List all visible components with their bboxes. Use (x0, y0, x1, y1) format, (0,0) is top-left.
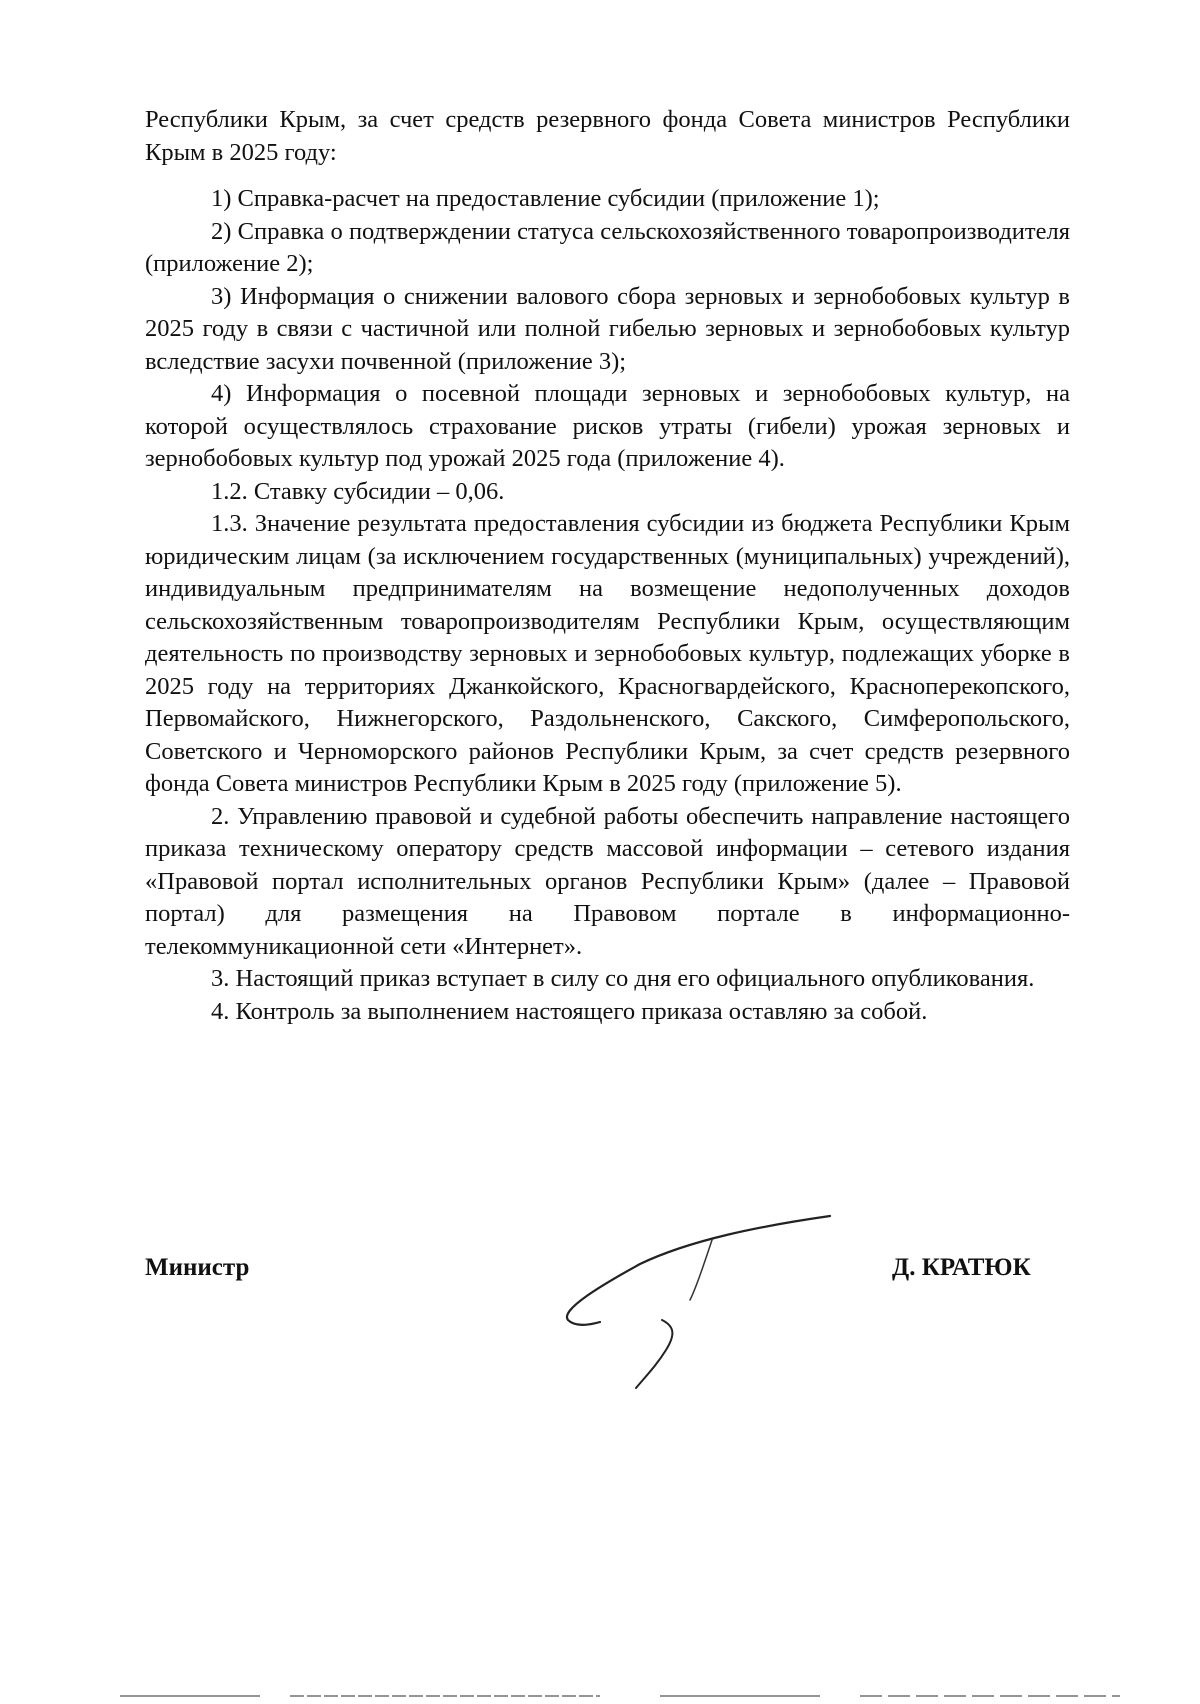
paragraph-4: 4) Информация о посевной площади зерновых и зернобобовых культур, на которой осуществлялось страхование рисков утраты (гибели) урожая зерновых и зернобобовых культур под урожай 2025 года (приложение 4). (145, 380, 1070, 472)
scan-edge-line (0, 1692, 1200, 1700)
signer-title: Министр (145, 1254, 250, 1281)
paragraph-6: 1.3. Значение результата предоставления субсидии из бюджета Республики Крым юридическим лицам (за исключением государственных (муниципальных) учреждений), индивидуальным предпринимателям на возмещение недополученных доходов сельскохозяйственным товаропроизводителям Республики Крым, осуществляющим деятельность по производству зерновых и зернобобовых культур, подлежащих уборке в 2025 году на территориях Джанкойского, Красногвардейского, Красноперекопского, Первомайского, Нижнегорского, Раздольненского, Сакского, Симферопольского, Советского и Черноморского районов Республики Крым, за счет средств резервного фонда Совета министров Республики Крым в 2025 году (приложение 5). (145, 510, 1070, 797)
paragraph-3: 3) Информация о снижении валового сбора зерновых и зернобобовых культур в 2025 году в связи с частичной или полной гибелью зерновых и зернобобовых культур вследствие засухи почвенной (приложение 3); (145, 282, 1070, 375)
paragraph-0: Республики Крым, за счет средств резервного фонда Совета министров Республики Крым в 2025 году: (145, 106, 1070, 166)
paragraph-2: 2) Справка о подтверждении статуса сельскохозяйственного товаропроизводителя (приложение 2); (145, 217, 1070, 277)
paragraph-7: 2. Управлению правовой и судебной работы обеспечить направление настоящего приказа техническому оператору средств массовой информации – сетевого издания «Правовой портал исполнительных органов Республики Крым» (далее – Правовой портал) для размещения на Правовом портале в информационно-телекоммуникационной сети «Интернет». (145, 802, 1070, 960)
document-body (145, 104, 1070, 1028)
paragraph-5: 1.2. Ставку субсидии – 0,06. (211, 477, 505, 505)
paragraph-8: 3. Настоящий приказ вступает в силу со дня его официального опубликования. (211, 965, 1035, 992)
paragraph-9: 4. Контроль за выполнением настоящего приказа оставляю за собой. (211, 997, 928, 1025)
signer-name: Д. КРАТЮК (892, 1254, 1031, 1281)
paragraph-1: 1) Справка-расчет на предоставление субсидии (приложение 1); (211, 185, 880, 212)
handwritten-signature (540, 1200, 870, 1400)
